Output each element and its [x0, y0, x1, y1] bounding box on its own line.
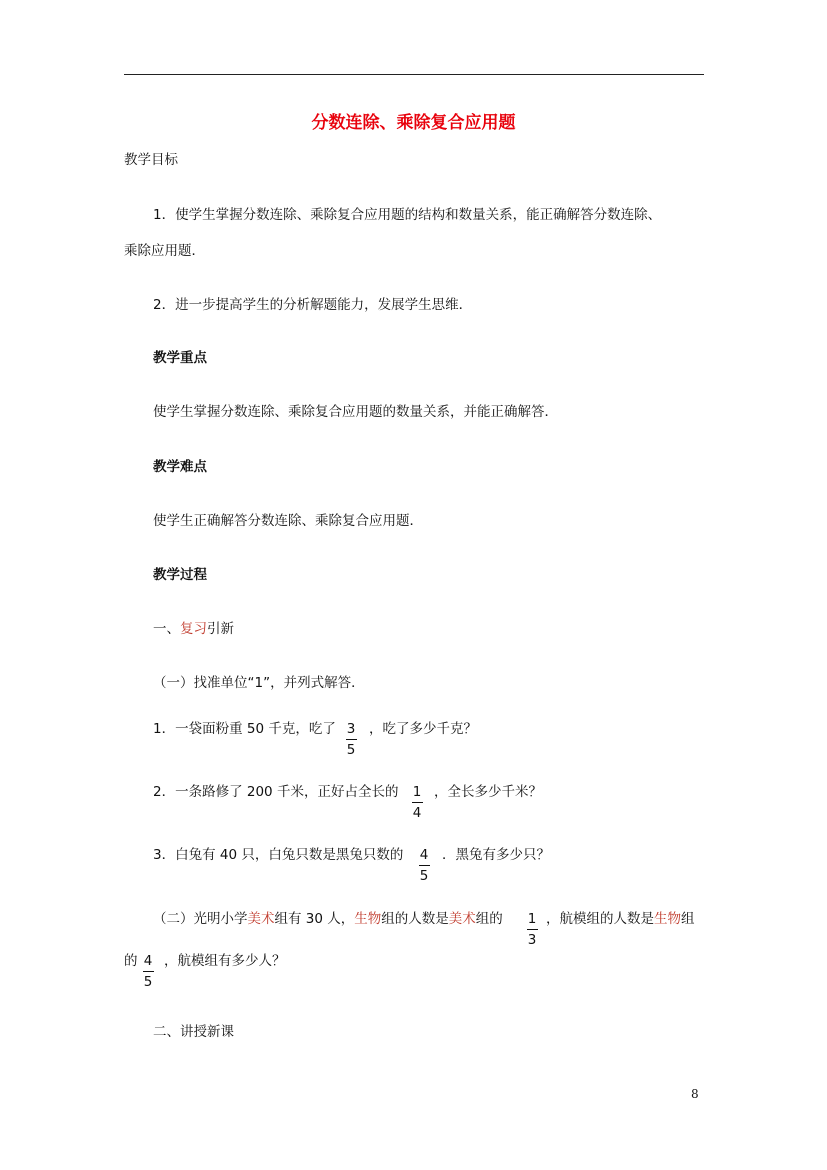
part-2-fraction-2-denominator: 5 — [143, 974, 153, 990]
part-2-highlight: 美术 — [448, 911, 476, 927]
key-point-text: 使学生掌握分数连除、乘除复合应用题的数量关系，并能正确解答． — [153, 404, 558, 420]
part-2-text: （二）光明小学 — [153, 911, 248, 927]
part-2-text: 组的 — [475, 911, 503, 927]
fraction-bar — [419, 865, 430, 866]
objective-1-line-1: 1．使学生掌握分数连除、乘除复合应用题的结构和数量关系，能正确解答分数连除、 — [153, 207, 662, 223]
question-2-numerator: 1 — [412, 784, 422, 800]
header-rule — [124, 74, 704, 75]
process-heading: 教学过程 — [153, 567, 207, 583]
part-2-text: 组的人数是 — [381, 911, 449, 927]
fraction-bar — [527, 929, 538, 930]
section-1-heading — [153, 621, 234, 637]
section-1-highlight: 复习 — [180, 621, 207, 637]
question-1-fraction — [343, 721, 359, 758]
part-2-text: 组有 30 人， — [274, 911, 355, 927]
part-2-line-2-before: 的 — [124, 953, 138, 969]
objective-2: 2．进一步提高学生的分析解题能力，发展学生思维． — [153, 297, 473, 313]
question-3-denominator: 5 — [419, 868, 429, 884]
part-2-line-2-after: ，航模组有多少人？ — [164, 953, 286, 969]
question-1-after: ，吃了多少千克？ — [369, 721, 477, 737]
difficulty-heading: 教学难点 — [153, 459, 207, 475]
part-2-highlight: 生物 — [354, 911, 382, 927]
part-1-heading: （一）找准单位“1”，并列式解答． — [153, 675, 365, 691]
part-2-fraction-2 — [140, 953, 156, 990]
objectives-heading: 教学目标 — [124, 152, 178, 168]
part-2-highlight: 美术 — [247, 911, 275, 927]
part-2-line-1-start — [153, 911, 503, 927]
question-2-denominator: 4 — [412, 805, 422, 821]
difficulty-text: 使学生正确解答分数连除、乘除复合应用题． — [153, 513, 423, 529]
question-2-fraction — [409, 784, 425, 821]
question-3-numerator: 4 — [419, 847, 429, 863]
fraction-bar — [412, 802, 423, 803]
part-2-text: 组 — [681, 911, 695, 927]
section-2-heading: 二、讲授新课 — [153, 1024, 234, 1040]
question-3-fraction — [416, 847, 432, 884]
part-2-highlight: 生物 — [654, 911, 681, 927]
question-1-before: 1．一袋面粉重 50 千克，吃了 — [153, 721, 336, 737]
part-2-fraction-1-numerator: 1 — [527, 911, 537, 927]
question-3-before: 3．白兔有 40 只，白兔只数是黑兔只数的 — [153, 847, 404, 863]
question-1-denominator: 5 — [346, 742, 356, 758]
part-2-fraction-1-denominator: 3 — [527, 932, 537, 948]
question-1-numerator: 3 — [346, 721, 356, 737]
part-2-text: ，航模组的人数是 — [546, 911, 654, 927]
part-2-fraction-2-numerator: 4 — [143, 953, 153, 969]
question-2-after: ，全长多少千米？ — [434, 784, 542, 800]
fraction-bar — [346, 739, 357, 740]
page-number: 8 — [691, 1087, 699, 1101]
section-1-prefix: 一、 — [153, 621, 180, 637]
part-2-fraction-1 — [524, 911, 540, 948]
key-point-heading: 教学重点 — [153, 350, 207, 366]
document-title: 分数连除、乘除复合应用题 — [311, 113, 516, 133]
fraction-bar — [143, 971, 154, 972]
objective-1-line-2: 乘除应用题． — [124, 243, 205, 259]
question-3-after: ．黑兔有多少只？ — [442, 847, 550, 863]
part-2-line-1-end — [546, 911, 695, 927]
section-1-suffix: 引新 — [207, 621, 234, 637]
question-2-before: 2．一条路修了 200 千米，正好占全长的 — [153, 784, 399, 800]
